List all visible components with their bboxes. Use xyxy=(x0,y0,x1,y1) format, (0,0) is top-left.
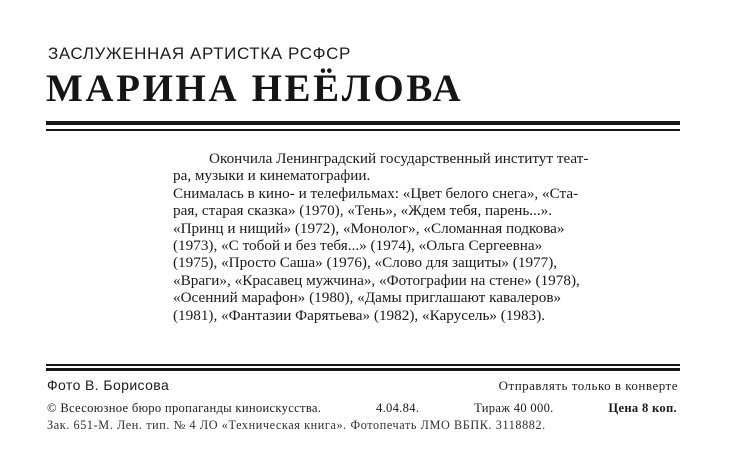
bio-line: рая, старая сказка» (1970), «Тень», «Ждем тебя, парень...». xyxy=(173,202,553,220)
bio-line: Окончила Ленинградский государственный институт теат- xyxy=(209,150,589,167)
bio-line: (1981), «Фантазии Фарятьева» (1982), «Карусель» (1983). xyxy=(173,306,546,324)
biography-text xyxy=(173,150,683,324)
bio-line: (1973), «С тобой и без тебя...» (1974), «Ольга Сергеевна» xyxy=(173,237,543,255)
actress-name: МАРИНА НЕЁЛОВА xyxy=(46,67,464,110)
imprint-line-2: Зак. 651-М. Лен. тип. № 4 ЛО «Техническая книга». Фотопечать ЛМО ВБПК. 3118882. xyxy=(47,418,546,432)
honorary-title: ЗАСЛУЖЕННАЯ АРТИСТКА РСФСР xyxy=(48,44,351,63)
bio-line: «Враги», «Красавец мужчина», «Фотографии на стене» (1978), xyxy=(173,271,580,289)
imprint-print-run: Тираж 40 000. xyxy=(474,401,554,415)
divider-bottom-thick xyxy=(46,368,680,371)
imprint-date: 4.04.84. xyxy=(376,401,420,415)
imprint-publisher: © Всесоюзное бюро пропаганды киноискусства. xyxy=(47,401,322,415)
divider-top-thick xyxy=(46,121,680,125)
envelope-note: Отправлять только в конверте xyxy=(498,378,678,393)
imprint-price: Цена 8 коп. xyxy=(608,401,677,415)
divider-top-thin xyxy=(46,129,680,131)
bio-line: «Осенний марафон» (1980), «Дамы приглашают кавалеров» xyxy=(173,289,562,307)
bio-line: Снималась в кино- и телефильмах: «Цвет белого снега», «Ста- xyxy=(173,184,579,202)
divider-bottom-thin xyxy=(46,364,680,366)
bio-line: ра, музыки и кинематографии. xyxy=(173,167,371,185)
photo-credit: Фото В. Борисова xyxy=(47,377,170,393)
bio-line: (1975), «Просто Саша» (1976), «Слово для защиты» (1977), xyxy=(173,254,558,272)
imprint-line-1 xyxy=(47,401,677,416)
bio-line: «Принц и нищий» (1972), «Монолог», «Сломанная подкова» xyxy=(173,219,565,237)
